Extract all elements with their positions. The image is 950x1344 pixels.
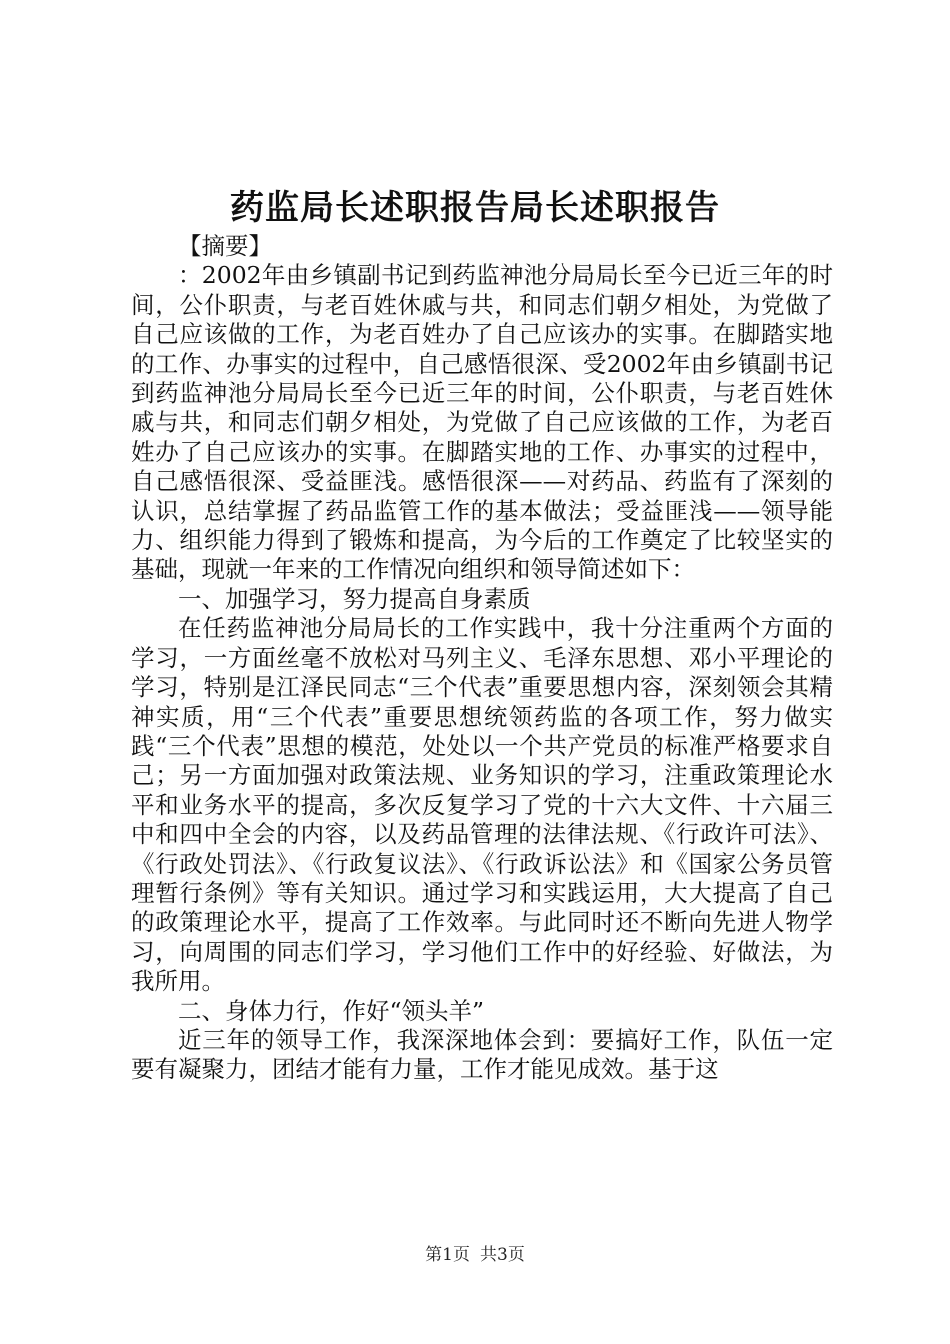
document-body: [131, 232, 833, 1085]
page-number-total: 共3页: [480, 1245, 525, 1265]
document-title: 药监局长述职报告局长述职报告: [230, 188, 720, 228]
page-number-current: 第1页: [425, 1245, 470, 1265]
section-heading-1: 一、加强学习，努力提高自身素质: [178, 584, 531, 613]
section-paragraph-2: 近三年的领导工作，我深深地体会到：要搞好工作，队伍一定要有凝聚力，团结才能有力量，工作才能见成效。基于这: [131, 1025, 833, 1084]
page-footer: [0, 1244, 950, 1266]
section-heading-2: 二、身体力行，作好“领头羊”: [178, 996, 485, 1025]
abstract-paragraph: ：2002年由乡镇副书记到药监神池分局局长至今已近三年的时间，公仆职责，与老百姓休戚与共，和同志们朝夕相处，为党做了自己应该做的工作，为老百姓办了自己应该办的实事。在脚踏实地的工作、办事实的过程中，自己感悟很深、受2002年由乡镇副书记到药监神池分局局长至今已近三年的时间，公仆职责，与老百姓休戚与共，和同志们朝夕相处，为党做了自己应该做的工作，为老百姓办了自己应该办的实事。在脚踏实地的工作、办事实的过程中，自己感悟很深、受益匪浅。感悟很深——对药品、药监有了深刻的认识，总结掌握了药品监管工作的基本做法；受益匪浅——领导能力、组织能力得到了锻炼和提高，为今后的工作奠定了比较坚实的基础，现就一年来的工作情况向组织和领导简述如下：: [131, 261, 833, 584]
section-paragraph-1: 在任药监神池分局局长的工作实践中，我十分注重两个方面的学习，一方面丝毫不放松对马列主义、毛泽东思想、邓小平理论的学习，特别是江泽民同志“三个代表”重要思想内容，深刻领会其精神实质，用“三个代表”重要思想统领药监的各项工作，努力做实践“三个代表”思想的模范，处处以一个共产党员的标准严格要求自己；另一方面加强对政策法规、业务知识的学习，注重政策理论水平和业务水平的提高，多次反复学习了党的十六大文件、十六届三中和四中全会的内容，以及药品管理的法律法规、《行政许可法》、《行政处罚法》、《行政复议法》、《行政诉讼法》和《国家公务员管理暂行条例》等有关知识。通过学习和实践运用，大大提高了自己的政策理论水平，提高了工作效率。与此同时还不断向先进人物学习，向周围的同志们学习，学习他们工作中的好经验、好做法，为我所用。: [131, 614, 833, 996]
abstract-label: 【摘要】: [178, 232, 272, 260]
